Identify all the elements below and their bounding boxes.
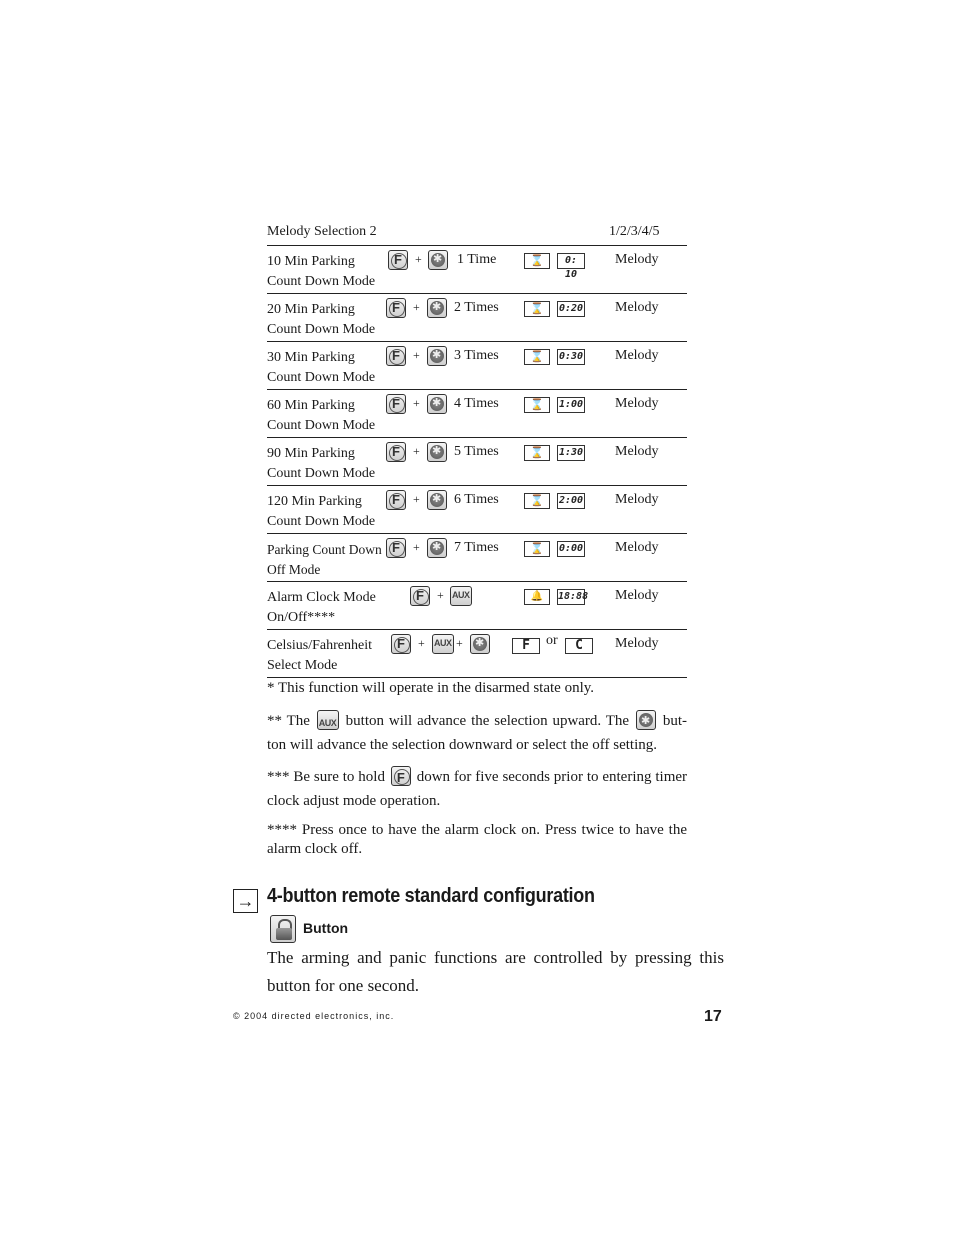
star-button-icon (636, 710, 656, 730)
or-text: or (546, 633, 558, 648)
row-label-2: Count Down Mode (267, 274, 376, 289)
row-result: Melody (615, 588, 659, 603)
row-label-2: On/Off**** (267, 610, 336, 625)
time-display: 0:00 (557, 541, 585, 557)
f-button-icon (410, 586, 430, 606)
time-display: 1:30 (557, 445, 585, 461)
row-result: Melody (615, 348, 659, 363)
note-3: *** Be sure to hold F down for five seconds prior to entering timer clock adjust mode operation. (267, 766, 687, 811)
time-display: 18:88 (557, 589, 585, 605)
row-result: Melody (615, 636, 659, 651)
bell-icon (524, 589, 550, 605)
plus-sign: + (418, 636, 425, 650)
function-table (267, 245, 687, 678)
note-2: ** The AUX button will advance the selection upward. The ✱ but- ton will advance the selection downward or select the off setting. (267, 710, 687, 755)
f-button-icon (386, 346, 406, 366)
f-button-icon (386, 538, 406, 558)
note-1: * This function will operate in the disarmed state only. (267, 680, 595, 696)
row-label-2: Select Mode (267, 658, 338, 673)
copyright: © 2004 directed electronics, inc. (233, 1011, 395, 1021)
f-button-icon (386, 442, 406, 462)
aux-button-icon (317, 710, 339, 730)
star-button-icon (427, 298, 447, 318)
row-label-1: 60 Min Parking (267, 398, 355, 413)
table-row (267, 533, 687, 581)
f-button-icon (391, 634, 411, 654)
section-subtitle: Button (303, 920, 349, 936)
plus-sign: + (413, 300, 420, 314)
press-count: 5 Times (454, 444, 499, 459)
hourglass-icon (524, 541, 550, 557)
table-row (267, 341, 687, 389)
table-row (267, 629, 687, 678)
table-row (267, 485, 687, 533)
row-label-1: Parking Count Down (267, 542, 382, 557)
press-count: 6 Times (454, 492, 499, 507)
plus-sign: + (437, 588, 444, 602)
row-label-1: Celsius/Fahrenheit (267, 638, 372, 653)
star-button-icon (427, 538, 447, 558)
f-button-icon (386, 298, 406, 318)
hourglass-icon (524, 493, 550, 509)
row-label-2: Count Down Mode (267, 370, 376, 385)
press-count: 2 Times (454, 300, 499, 315)
aux-button-icon (432, 634, 454, 654)
section-title: 4-button remote standard configuration (267, 885, 595, 907)
row-result: Melody (615, 492, 659, 507)
row-label-2: Count Down Mode (267, 322, 376, 337)
celsius-display: C (565, 638, 593, 654)
row-label-1: Alarm Clock Mode (267, 590, 376, 605)
f-button-icon (386, 490, 406, 510)
f-button-icon (388, 250, 408, 270)
table-row (267, 437, 687, 485)
time-display: 0:20 (557, 301, 585, 317)
press-count: 4 Times (454, 396, 499, 411)
plus-sign: + (413, 348, 420, 362)
f-button-icon (391, 766, 411, 786)
time-display: 0: 10 (557, 253, 585, 269)
star-button-icon (427, 490, 447, 510)
table-row (267, 581, 687, 629)
plus-sign: + (415, 252, 422, 266)
hourglass-icon (524, 301, 550, 317)
fahrenheit-display: F (512, 638, 540, 654)
star-button-icon (427, 346, 447, 366)
row-label-1: 120 Min Parking (267, 494, 362, 509)
hourglass-icon (524, 253, 550, 269)
aux-button-icon (450, 586, 472, 606)
row-label-2: Count Down Mode (267, 514, 376, 529)
press-count: 3 Times (454, 348, 499, 363)
row-label-1: 30 Min Parking (267, 350, 355, 365)
row-label-1: 20 Min Parking (267, 302, 355, 317)
hourglass-icon (524, 397, 550, 413)
row-result: Melody (615, 540, 659, 555)
table-header-left: Melody Selection 2 (267, 224, 377, 239)
page-number: 17 (704, 1008, 722, 1025)
star-button-icon (470, 634, 490, 654)
table-row (267, 245, 687, 293)
press-count: 7 Times (454, 540, 499, 555)
row-label-2: Count Down Mode (267, 418, 376, 433)
press-count: 1 Time (457, 252, 497, 267)
table-header-right: 1/2/3/4/5 (609, 224, 660, 239)
plus-sign: + (456, 636, 463, 650)
f-button-icon (386, 394, 406, 414)
plus-sign: + (413, 444, 420, 458)
plus-sign: + (413, 492, 420, 506)
row-result: Melody (615, 444, 659, 459)
time-display: 1:00 (557, 397, 585, 413)
row-result: Melody (615, 300, 659, 315)
row-result: Melody (615, 252, 659, 267)
row-label-2: Count Down Mode (267, 466, 376, 481)
star-button-icon (427, 442, 447, 462)
hourglass-icon (524, 349, 550, 365)
note-4: **** Press once to have the alarm clock on. Press twice to have the alarm clock off. (267, 822, 687, 857)
table-row (267, 293, 687, 341)
time-display: 2:00 (557, 493, 585, 509)
row-label-1: 10 Min Parking (267, 254, 355, 269)
plus-sign: + (413, 396, 420, 410)
star-button-icon (428, 250, 448, 270)
lock-button-icon (270, 915, 296, 943)
arrow-icon: → (233, 889, 258, 913)
time-display: 0:30 (557, 349, 585, 365)
table-row (267, 389, 687, 437)
row-label-1: 90 Min Parking (267, 446, 355, 461)
row-label-2: Off Mode (267, 562, 321, 577)
star-button-icon (427, 394, 447, 414)
plus-sign: + (413, 540, 420, 554)
row-result: Melody (615, 396, 659, 411)
hourglass-icon (524, 445, 550, 461)
section-body: The arming and panic functions are controlled by pressing this button for one second. (267, 948, 724, 995)
